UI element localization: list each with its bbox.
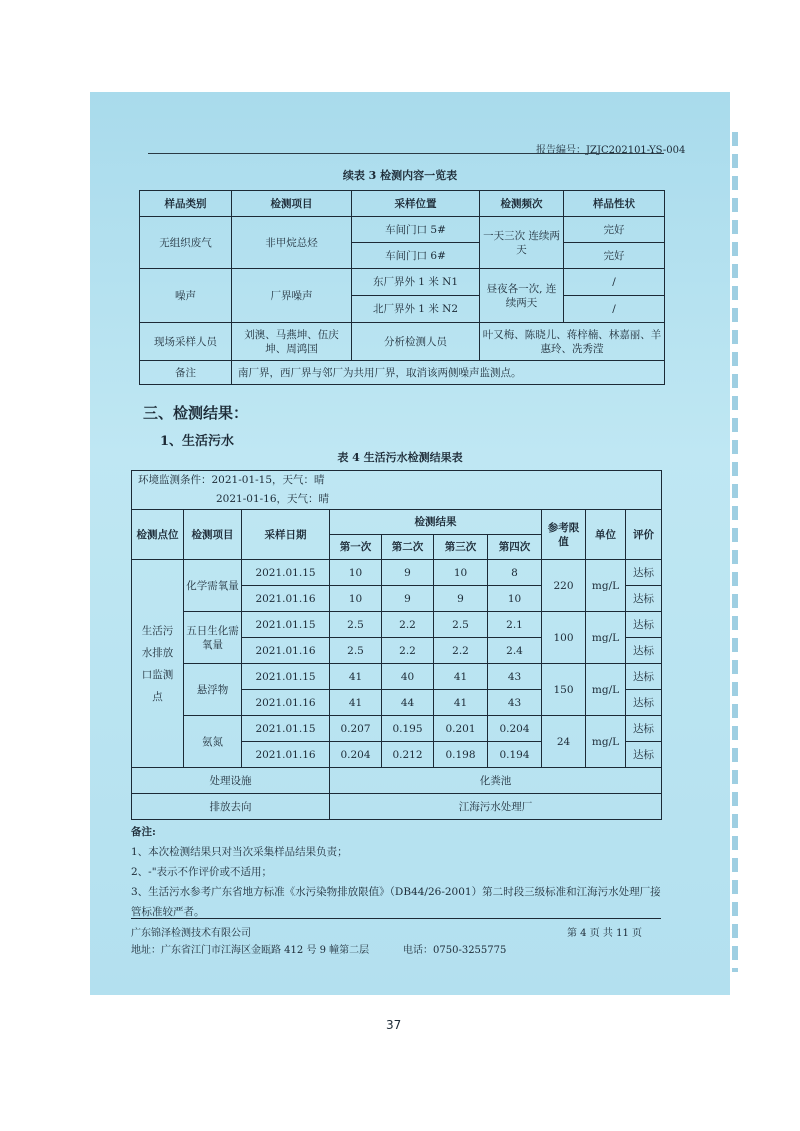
t4-value: 10 xyxy=(330,560,382,586)
t4-item: 五日生化需氧量 xyxy=(184,612,242,664)
env-line-1: 环境监测条件：2021-01-15，天气：晴 xyxy=(138,474,325,486)
t4-value: 0.194 xyxy=(488,742,542,768)
t4-header-run-2: 第二次 xyxy=(382,535,434,560)
table3 xyxy=(139,190,665,385)
t3-samplers-label: 现场采样人员 xyxy=(140,323,232,361)
t4-limit: 220 xyxy=(542,560,586,612)
notes-title: 备注: xyxy=(131,826,156,838)
notes-bottom-rule xyxy=(131,918,661,919)
t3-air-category: 无组织废气 xyxy=(140,217,232,269)
env-conditions xyxy=(132,471,662,510)
t4-eval: 达标 xyxy=(626,716,662,742)
t4-unit: mg/L xyxy=(586,664,626,716)
section-title: 三、检测结果： xyxy=(143,404,249,422)
t4-data-rows xyxy=(132,560,662,768)
t4-header-item: 检测项目 xyxy=(184,510,242,560)
t4-date: 2021.01.15 xyxy=(242,716,330,742)
footer-page: 第 4 页 共 11 页 xyxy=(567,928,642,939)
t3-air-frequency: 一天三次 连续两天 xyxy=(480,217,564,269)
t4-value: 41 xyxy=(434,690,488,716)
t4-eval: 达标 xyxy=(626,664,662,690)
t3-noise-item: 厂界噪声 xyxy=(232,269,352,323)
t4-value: 2.5 xyxy=(434,612,488,638)
t4-item: 化学需氧量 xyxy=(184,560,242,612)
t4-item: 氨氮 xyxy=(184,716,242,768)
header-rule xyxy=(148,153,664,154)
t3-air-location-1: 车间门口 5# xyxy=(352,217,480,243)
t3-air-state-2: 完好 xyxy=(564,243,665,269)
t4-value: 2.5 xyxy=(330,638,382,664)
t4-header-unit: 单位 xyxy=(586,510,626,560)
t4-limit: 150 xyxy=(542,664,586,716)
t3-air-state-1: 完好 xyxy=(564,217,665,243)
t4-value: 43 xyxy=(488,690,542,716)
table-row xyxy=(132,716,662,742)
table3-caption: 续表 3 检测内容一览表 xyxy=(342,169,458,182)
t4-eval: 达标 xyxy=(626,560,662,586)
t3-noise-frequency: 昼夜各一次, 连续两天 xyxy=(480,269,564,323)
t4-eval: 达标 xyxy=(626,612,662,638)
t3-header-category: 样品类别 xyxy=(140,191,232,217)
t4-header-point: 检测点位 xyxy=(132,510,184,560)
t3-header-location: 采样位置 xyxy=(352,191,480,217)
t4-header-eval: 评价 xyxy=(626,510,662,560)
t4-unit: mg/L xyxy=(586,612,626,664)
report-number: 报告编号：JZJC202101-YS-004 xyxy=(536,145,686,156)
t4-value: 9 xyxy=(434,586,488,612)
table4 xyxy=(131,470,662,820)
t4-limit: 100 xyxy=(542,612,586,664)
t3-analysts-label: 分析检测人员 xyxy=(352,323,480,361)
note-line-1: 1、本次检测结果只对当次采集样品结果负责； xyxy=(131,846,348,858)
t4-value: 2.2 xyxy=(434,638,488,664)
t3-header-state: 样品性状 xyxy=(564,191,665,217)
t3-noise-category: 噪声 xyxy=(140,269,232,323)
t4-value: 2.4 xyxy=(488,638,542,664)
t4-facility-label: 处理设施 xyxy=(132,768,330,794)
t4-eval: 达标 xyxy=(626,690,662,716)
t4-header-run-4: 第四次 xyxy=(488,535,542,560)
t4-value: 40 xyxy=(382,664,434,690)
table-row xyxy=(132,612,662,638)
table4-caption: 表 4 生活污水检测结果表 xyxy=(337,451,463,464)
notes xyxy=(131,822,661,922)
t4-item: 悬浮物 xyxy=(184,664,242,716)
t3-air-location-2: 车间门口 6# xyxy=(352,243,480,269)
t4-date: 2021.01.15 xyxy=(242,560,330,586)
t4-value: 44 xyxy=(382,690,434,716)
t4-unit: mg/L xyxy=(586,716,626,768)
t4-value: 41 xyxy=(330,690,382,716)
t4-value: 8 xyxy=(488,560,542,586)
t4-discharge-label: 排放去向 xyxy=(132,794,330,820)
t4-header-date: 采样日期 xyxy=(242,510,330,560)
note-line-2: 2、-"表示不作评价或不适用； xyxy=(131,866,273,878)
t4-eval: 达标 xyxy=(626,586,662,612)
t4-value: 0.195 xyxy=(382,716,434,742)
t3-header-frequency: 检测频次 xyxy=(480,191,564,217)
t4-discharge-value: 江海污水处理厂 xyxy=(330,794,662,820)
page-number: 37 xyxy=(386,1018,402,1032)
t4-unit: mg/L xyxy=(586,560,626,612)
t4-value: 0.198 xyxy=(434,742,488,768)
t4-value: 2.1 xyxy=(488,612,542,638)
t4-header-run-1: 第一次 xyxy=(330,535,382,560)
table-row xyxy=(132,664,662,690)
t4-value: 0.204 xyxy=(330,742,382,768)
t3-noise-location-2: 北厂界外 1 米 N2 xyxy=(352,296,480,323)
t4-header-run-3: 第三次 xyxy=(434,535,488,560)
t4-value: 41 xyxy=(434,664,488,690)
t4-value: 0.204 xyxy=(488,716,542,742)
t4-date: 2021.01.16 xyxy=(242,586,330,612)
t3-noise-location-1: 东厂界外 1 米 N1 xyxy=(352,269,480,296)
t4-limit: 24 xyxy=(542,716,586,768)
t4-value: 10 xyxy=(434,560,488,586)
t4-date: 2021.01.16 xyxy=(242,742,330,768)
t4-value: 41 xyxy=(330,664,382,690)
t4-facility-value: 化粪池 xyxy=(330,768,662,794)
t3-remark-text: 南厂界，西厂界与邻厂为共用厂界，取消该两侧噪声监测点。 xyxy=(232,361,665,385)
t4-point: 生活污水排放口监测点 xyxy=(132,560,184,768)
env-line-2: 2021-01-16，天气：晴 xyxy=(216,493,330,505)
table-row xyxy=(132,560,662,586)
t4-value: 0.201 xyxy=(434,716,488,742)
subsection-title: 1、生活污水 xyxy=(160,434,235,449)
t4-date: 2021.01.16 xyxy=(242,690,330,716)
t3-header-item: 检测项目 xyxy=(232,191,352,217)
t4-value: 2.5 xyxy=(330,612,382,638)
t4-value: 0.212 xyxy=(382,742,434,768)
t4-eval: 达标 xyxy=(626,742,662,768)
t3-noise-state-1: / xyxy=(564,269,665,296)
t4-value: 2.2 xyxy=(382,638,434,664)
t4-eval: 达标 xyxy=(626,638,662,664)
t3-samplers: 刘澳、马燕坤、伍庆坤、周鸿国 xyxy=(232,323,352,361)
t4-date: 2021.01.16 xyxy=(242,638,330,664)
t4-date: 2021.01.15 xyxy=(242,664,330,690)
note-line-3: 3、生活污水参考广东省地方标准《水污染物排放限值》（DB44/26-2001）第二时段三级标准和江海污水处理厂接管标准较严者。 xyxy=(131,886,661,918)
t4-date: 2021.01.15 xyxy=(242,612,330,638)
t4-value: 10 xyxy=(330,586,382,612)
t3-analysts: 叶又梅、陈晓儿、蒋梓楠、林嘉丽、羊惠玲、冼秀滢 xyxy=(480,323,665,361)
t4-value: 9 xyxy=(382,586,434,612)
t4-value: 43 xyxy=(488,664,542,690)
t4-value: 10 xyxy=(488,586,542,612)
footer-address: 地址：广东省江门市江海区金瓯路 412 号 9 幢第二层 xyxy=(131,945,370,956)
footer-phone: 电话：0750-3255775 xyxy=(403,945,507,956)
t4-value: 9 xyxy=(382,560,434,586)
t4-header-limit: 参考限值 xyxy=(542,510,586,560)
t4-header-results: 检测结果 xyxy=(330,510,542,535)
t3-noise-state-2: / xyxy=(564,296,665,323)
t3-remark-label: 备注 xyxy=(140,361,232,385)
t4-value: 2.2 xyxy=(382,612,434,638)
t4-value: 0.207 xyxy=(330,716,382,742)
t3-air-item: 非甲烷总烃 xyxy=(232,217,352,269)
footer-company: 广东锦泽检测技术有限公司 xyxy=(131,928,251,939)
